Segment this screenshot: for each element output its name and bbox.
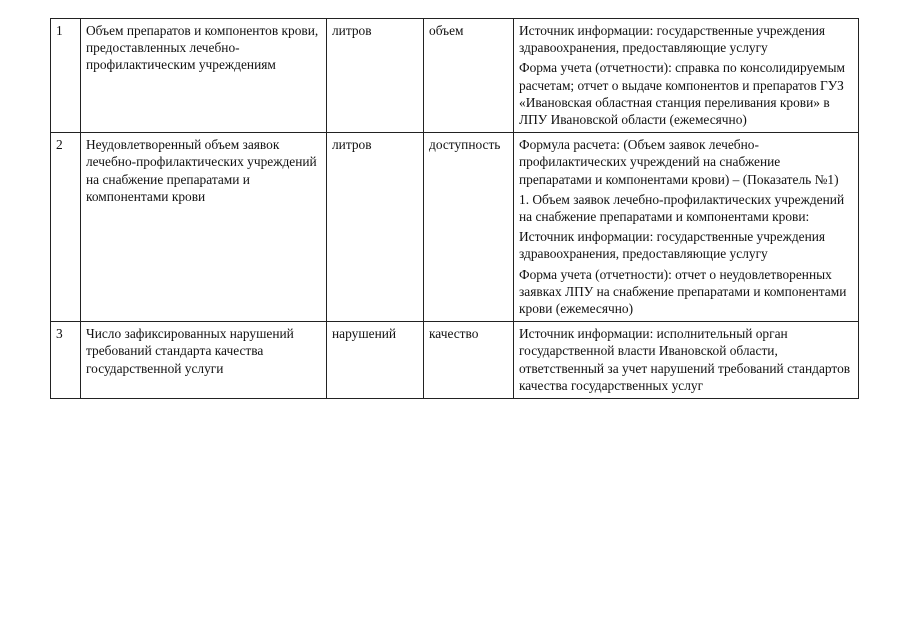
unit-of-measure: нарушений bbox=[327, 322, 424, 399]
description-paragraph: Источник информации: исполнительный орган государственной власти Ивановской области, ответственный за учет нарушений требований стандартов качества государственных услуг bbox=[519, 326, 851, 393]
indicator-type: качество bbox=[424, 322, 514, 399]
row-number: 3 bbox=[51, 322, 81, 399]
description-paragraph: Формула расчета: (Объем заявок лечебно-профилактических учреждений на снабжение препаратами и компонентами крови) – (Показатель №1) bbox=[519, 137, 839, 187]
unit-of-measure: литров bbox=[327, 133, 424, 322]
table-row bbox=[51, 322, 859, 399]
indicator-description bbox=[514, 322, 859, 399]
indicator-description bbox=[514, 19, 859, 133]
table-row bbox=[51, 19, 859, 133]
row-number: 2 bbox=[51, 133, 81, 322]
description-paragraph: 1. Объем заявок лечебно-профилактических учреждений на снабжение препаратами и компонентами крови: bbox=[519, 191, 845, 225]
description-paragraph: Форма учета (отчетности): отчет о неудовлетворенных заявках ЛПУ на снабжение препаратами и компонентами крови (ежемесячно) bbox=[519, 266, 847, 317]
description-paragraph: Источник информации: государственные учреждения здравоохранения, предоставляющие услугу bbox=[519, 23, 826, 56]
indicator-table bbox=[50, 18, 859, 399]
indicator-description bbox=[514, 133, 859, 322]
indicator-type: доступность bbox=[424, 133, 514, 322]
indicator-name: Объем препаратов и компонентов крови, предоставленных лечебно-профилактическим учреждениям bbox=[81, 19, 327, 133]
unit-of-measure: литров bbox=[327, 19, 424, 133]
description-paragraph: Источник информации: государственные учреждения здравоохранения, предоставляющие услугу bbox=[519, 229, 826, 262]
table-row bbox=[51, 133, 859, 322]
row-number: 1 bbox=[51, 19, 81, 133]
indicator-type: объем bbox=[424, 19, 514, 133]
indicator-name: Число зафиксированных нарушений требований стандарта качества государственной услуги bbox=[81, 322, 327, 399]
description-paragraph: Форма учета (отчетности): справка по консолидируемым расчетам; отчет о выдаче компонентов и препаратов ГУЗ «Ивановская областная станция переливания крови» в ЛПУ Ивановской области (ежемесячно) bbox=[519, 60, 845, 128]
indicator-name: Неудовлетворенный объем заявок лечебно-профилактических учреждений на снабжение препаратами и компонентами крови bbox=[81, 133, 327, 322]
